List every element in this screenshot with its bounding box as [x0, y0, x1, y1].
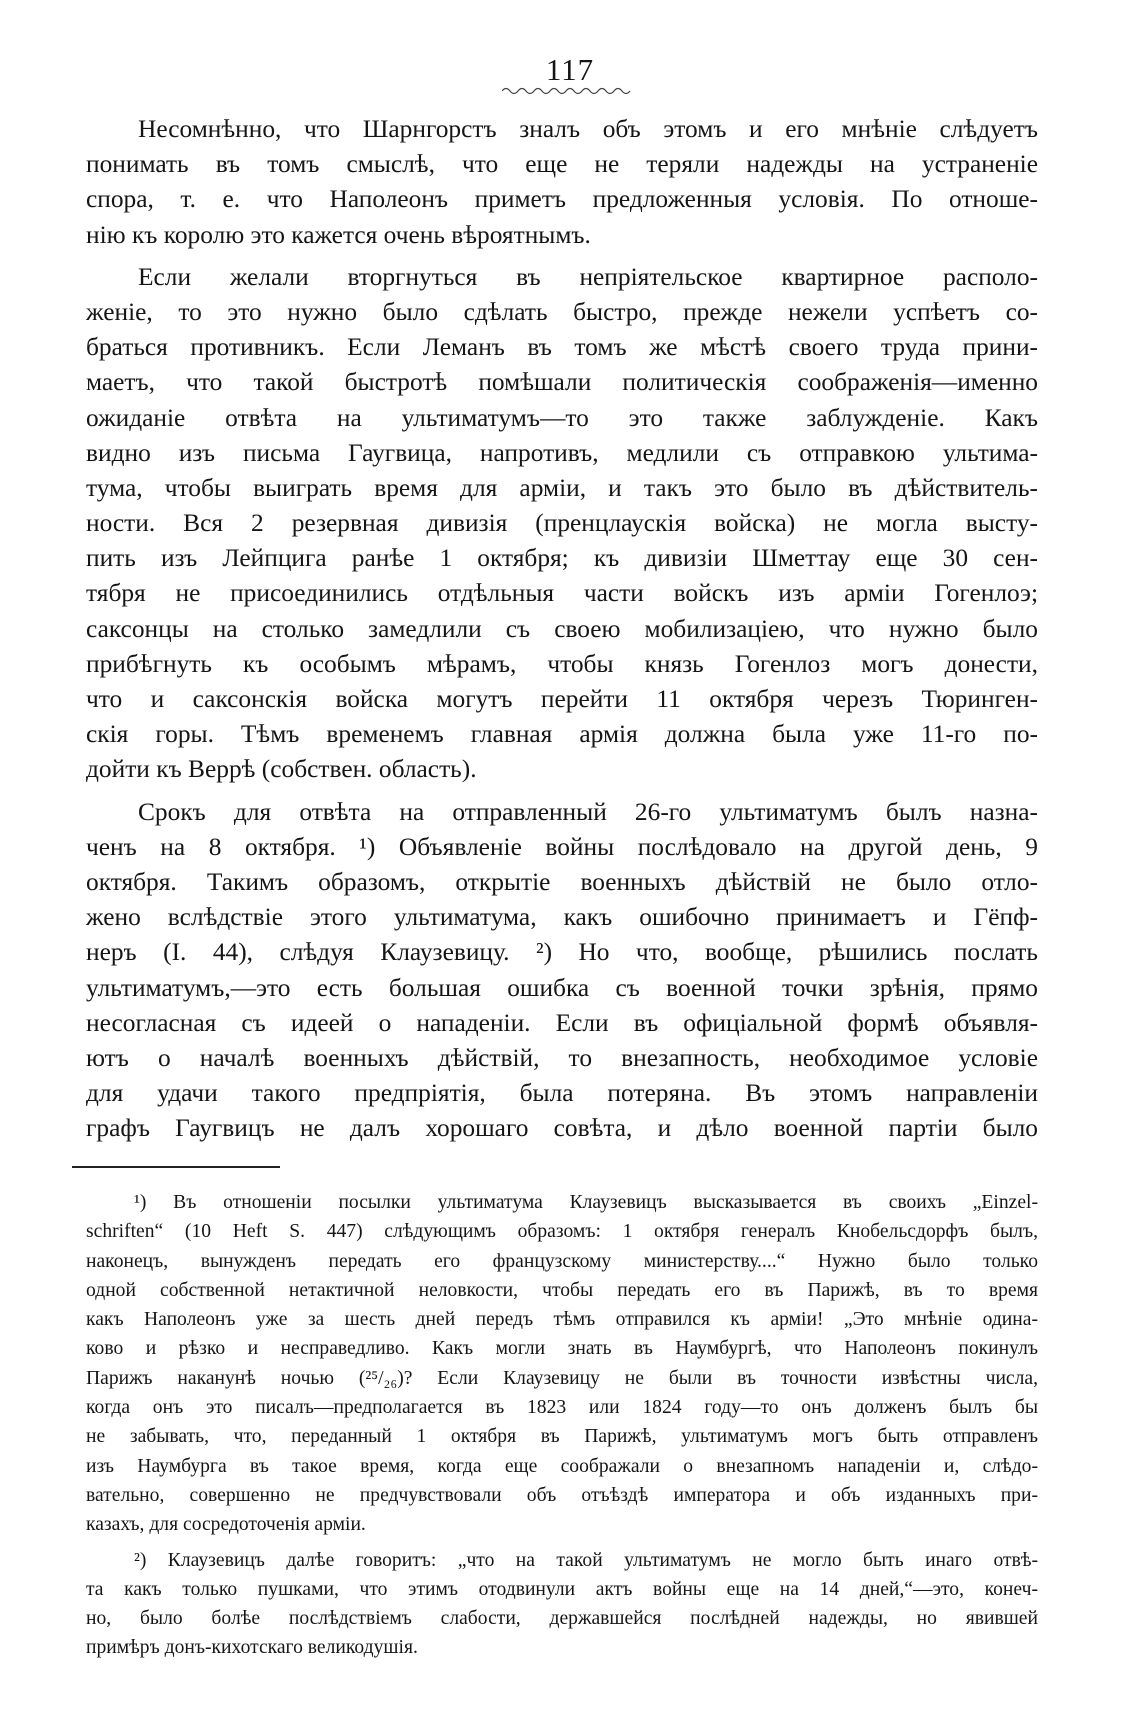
- page-number-ornament: [502, 86, 632, 96]
- footnote-line: одной собственной нетактичной неловкости, чтобы передать его въ Парижѣ, въ то время: [86, 1279, 1038, 1301]
- text-line: спора, т. е. что Наполеонъ приметъ предложенныя условія. По отноше-: [86, 185, 1038, 214]
- footnote: [86, 1188, 1038, 1540]
- text-line: графъ Гаугвицъ не далъ хорошаго совѣта, и дѣло военной партіи было: [86, 1114, 1038, 1143]
- footnote-line: ¹) Въ отношеніи посылки ультиматума Клаузевицъ высказывается въ своихъ „Einzel-: [134, 1192, 1038, 1213]
- text-line: неръ (I. 44), слѣдуя Клаузевицу. ²) Но что, вообще, рѣшились послать: [86, 938, 1038, 967]
- text-line: октября. Такимъ образомъ, открытіе военныхъ дѣйствій не было отло-: [86, 867, 1038, 896]
- footnote-line: изъ Наумбурга въ такое время, когда еще соображали о внезапномъ нападеніи и, слѣдо-: [86, 1455, 1038, 1477]
- footnote-line: та какъ только пушками, что этимъ отодвинули актъ войны еще на 14 дней,“—это, конеч-: [86, 1578, 1038, 1600]
- text-line: понимать въ томъ смыслѣ, что еще не теряли надежды на устраненіе: [86, 150, 1038, 179]
- text-line: ютъ о началѣ военныхъ дѣйствій, то внезапность, необходимое условіе: [86, 1043, 1038, 1072]
- text-line: женіе, то это нужно было сдѣлать быстро, прежде нежели успѣетъ со-: [86, 297, 1038, 326]
- footnote-line: наконецъ, вынужденъ передать его французскому министерству....“ Нужно было только: [86, 1250, 1038, 1272]
- text-line: для удачи такого предпріятія, была потеряна. Въ этомъ направленіи: [86, 1079, 1038, 1108]
- text-line: пить изъ Лейпцига ранѣе 1 октября; къ дивизіи Шметтау еще 30 сен-: [86, 544, 1038, 573]
- footnote-line: не забывать, что, переданный 1 октября въ Парижѣ, ультиматумъ могъ быть отправленъ: [86, 1426, 1038, 1448]
- text-line: Несомнѣнно, что Шарнгорстъ зналъ объ этомъ и его мнѣніе слѣдуетъ: [138, 115, 1038, 143]
- footnote-line: ково и рѣзко и несправедливо. Какъ могли знать въ Наумбургѣ, что Наполеонъ покинулъ: [86, 1338, 1038, 1360]
- text-line: Если желали вторгнуться въ непріятельское квартирное располо-: [138, 262, 1038, 291]
- paragraph: [86, 112, 1038, 253]
- text-line: что и саксонскія войска могутъ перейти 11 октября черезъ Тюринген-: [86, 685, 1038, 713]
- text-line: маетъ, что такой быстротѣ помѣшали политическія соображенія—именно: [86, 368, 1038, 397]
- text-line: тября не присоединились отдѣльныя части войскъ изъ арміи Гогенлоэ;: [86, 579, 1038, 608]
- text-line: видно изъ письма Гаугвица, напротивъ, медлили съ отправкою ультима-: [86, 438, 1038, 467]
- footnote: [86, 1546, 1038, 1663]
- footnote-line: ²) Клаузевицъ далѣе говоритъ: „что на такой ультиматумъ не могло быть инаго отвѣ-: [134, 1549, 1038, 1571]
- text-line: ности. Вся 2 резервная дивизія (пренцлаускія войска) не могла высту-: [86, 509, 1038, 538]
- paragraph: [86, 260, 1038, 788]
- text-line: Срокъ для отвѣта на отправленный 26-го ультиматумъ былъ назна-: [138, 797, 1038, 826]
- page-number: 117: [545, 52, 595, 87]
- text-line: саксонцы на столько замедлили съ своею мобилизаціею, что нужно было: [86, 614, 1038, 643]
- footnote-line: вательно, совершенно не предчувствовали объ отъѣздѣ императора и объ изданныхъ при-: [86, 1484, 1038, 1506]
- text-line: ожиданіе отвѣта на ультиматумъ—то это также заблужденіе. Какъ: [86, 403, 1038, 432]
- footnote-divider: [72, 1166, 280, 1168]
- text-line: нію къ королю это кажется очень вѣроятнымъ.: [86, 220, 591, 249]
- main-text: [86, 112, 1038, 1146]
- footnote-line: но, было болѣе послѣдствіемъ слабости, державшейся послѣдней надежды, но явившей: [86, 1608, 1038, 1630]
- footnote-line: Парижъ наканунѣ ночью (²⁵/₂₆)? Если Клаузевицу не были въ точности извѣстны числа,: [86, 1367, 1038, 1389]
- footnote-line: schriften“ (10 Heft S. 447) слѣдующимъ образомъ: 1 октября генералъ Кнобельсдорфъ былъ,: [86, 1221, 1038, 1243]
- text-line: ченъ на 8 октября. ¹) Объявленіе войны послѣдовало на другой день, 9: [86, 832, 1038, 861]
- text-line: браться противникъ. Если Леманъ въ томъ же мѣстѣ своего труда прини-: [86, 333, 1038, 362]
- paragraph: [86, 795, 1038, 1147]
- footnote-line: примѣръ донъ-кихотскаго великодушія.: [86, 1637, 418, 1659]
- text-line: ультиматумъ,—это есть большая ошибка съ военной точки зрѣнія, прямо: [86, 973, 1038, 1002]
- footnote-line: казахъ, для сосредоточенія арміи.: [86, 1514, 366, 1536]
- text-line: дойти къ Веррѣ (собствен. область).: [86, 755, 477, 784]
- footnote-line: когда онъ это писалъ—предполагается въ 1823 или 1824 году—то онъ долженъ былъ бы: [86, 1397, 1038, 1419]
- text-line: скія горы. Тѣмъ временемъ главная армія должна была уже 11-го по-: [86, 720, 1038, 749]
- footnotes: [86, 1188, 1038, 1663]
- text-line: прибѣгнуть къ особымъ мѣрамъ, чтобы князь Гогенлоз могъ донести,: [86, 649, 1038, 678]
- text-line: жено вслѣдствіе этого ультиматума, какъ ошибочно принимаетъ и Гёпф-: [86, 903, 1038, 932]
- footnote-line: какъ Наполеонъ уже за шесть дней передъ тѣмъ отправился къ арміи! „Это мнѣніе одина-: [86, 1309, 1038, 1331]
- text-line: несогласная съ идеей о нападеніи. Если въ офиціальной формѣ объявля-: [86, 1008, 1038, 1037]
- text-line: тума, чтобы выиграть время для арміи, и такъ это было въ дѣйствитель-: [86, 473, 1038, 502]
